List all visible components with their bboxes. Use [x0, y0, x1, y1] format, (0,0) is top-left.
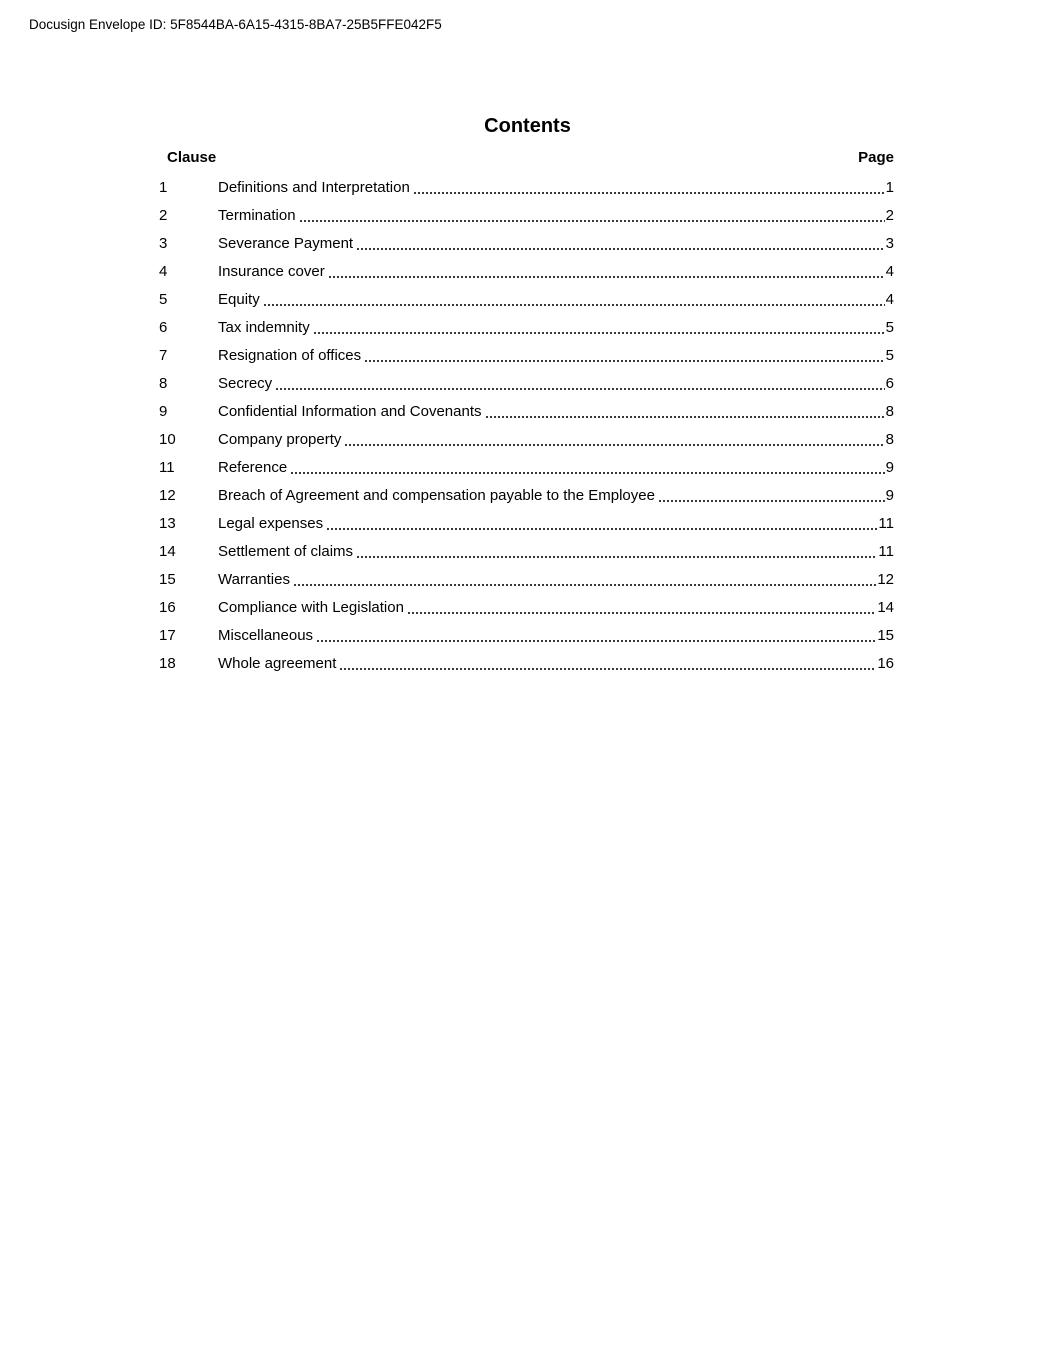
- clause-title: Definitions and Interpretation: [218, 178, 410, 196]
- toc-entry[interactable]: [159, 425, 894, 453]
- dot-leader: [485, 404, 885, 419]
- clause-number: 2: [159, 206, 168, 224]
- page-number: 4: [885, 262, 894, 280]
- clause-title: Termination: [218, 206, 296, 224]
- clause-number: 8: [159, 374, 168, 392]
- clause-title: Warranties: [218, 570, 290, 588]
- dot-leader: [407, 600, 876, 615]
- clause-title: Equity: [218, 290, 260, 308]
- page-number: 5: [885, 318, 894, 336]
- toc-entry[interactable]: [159, 313, 894, 341]
- page-number: 6: [885, 374, 894, 392]
- dot-leader: [313, 320, 885, 335]
- dot-leader: [299, 208, 885, 223]
- dot-leader: [316, 628, 876, 643]
- toc-entry[interactable]: [159, 481, 894, 509]
- envelope-id: Docusign Envelope ID: 5F8544BA-6A15-4315-8BA7-25B5FFE042F5: [29, 17, 442, 32]
- dot-leader: [344, 432, 884, 447]
- toc-entry[interactable]: [159, 453, 894, 481]
- clause-number: 17: [159, 626, 176, 644]
- table-of-contents: [159, 173, 894, 677]
- clause-title: Company property: [218, 430, 342, 448]
- toc-entry[interactable]: [159, 173, 894, 201]
- dot-leader: [364, 348, 885, 363]
- page-number: 9: [885, 486, 894, 504]
- clause-title: Tax indemnity: [218, 318, 310, 336]
- toc-entry[interactable]: [159, 397, 894, 425]
- clause-title: Reference: [218, 458, 288, 476]
- toc-entry[interactable]: [159, 201, 894, 229]
- toc-entry[interactable]: [159, 341, 894, 369]
- toc-entry[interactable]: [159, 537, 894, 565]
- clause-title: Confidential Information and Covenants: [218, 402, 482, 420]
- page-title: Contents: [484, 115, 571, 137]
- dot-leader: [658, 488, 885, 503]
- clause-number: 1: [159, 178, 168, 196]
- clause-column-header: Clause: [167, 149, 217, 166]
- clause-title: Insurance cover: [218, 262, 325, 280]
- clause-number: 7: [159, 346, 168, 364]
- toc-entry[interactable]: [159, 621, 894, 649]
- toc-entry[interactable]: [159, 369, 894, 397]
- dot-leader: [326, 516, 877, 531]
- page-number: 5: [885, 346, 894, 364]
- clause-number: 3: [159, 234, 168, 252]
- clause-title: Secrecy: [218, 374, 273, 392]
- toc-entry[interactable]: [159, 649, 894, 677]
- page-number: 8: [885, 402, 894, 420]
- dot-leader: [293, 572, 876, 587]
- page-column-header: Page: [858, 149, 894, 166]
- clause-title: Miscellaneous: [218, 626, 314, 644]
- clause-title: Breach of Agreement and compensation payable to the Employee: [218, 486, 655, 504]
- clause-number: 12: [159, 486, 176, 504]
- page-number: 14: [877, 598, 894, 616]
- page-number: 4: [885, 290, 894, 308]
- clause-number: 5: [159, 290, 168, 308]
- clause-number: 14: [159, 542, 176, 560]
- dot-leader: [290, 460, 884, 475]
- page-number: 15: [877, 626, 894, 644]
- toc-entry[interactable]: [159, 509, 894, 537]
- dot-leader: [339, 656, 876, 671]
- clause-number: 15: [159, 570, 176, 588]
- clause-title: Settlement of claims: [218, 542, 354, 560]
- toc-entry[interactable]: [159, 229, 894, 257]
- clause-number: 10: [159, 430, 176, 448]
- dot-leader: [356, 236, 885, 251]
- toc-entry[interactable]: [159, 285, 894, 313]
- page-number: 9: [885, 458, 894, 476]
- clause-title: Resignation of offices: [218, 346, 362, 364]
- toc-entry[interactable]: [159, 257, 894, 285]
- clause-number: 11: [159, 458, 175, 476]
- clause-number: 9: [159, 402, 168, 420]
- dot-leader: [275, 376, 884, 391]
- page-number: 11: [878, 542, 894, 560]
- page-number: 11: [878, 514, 894, 532]
- clause-title: Whole agreement: [218, 654, 337, 672]
- dot-leader: [356, 544, 877, 559]
- clause-number: 16: [159, 598, 176, 616]
- clause-number: 18: [159, 654, 176, 672]
- page-number: 16: [877, 654, 894, 672]
- clause-number: 4: [159, 262, 168, 280]
- page-number: 2: [885, 206, 894, 224]
- page-number: 1: [885, 178, 894, 196]
- page-number: 8: [885, 430, 894, 448]
- toc-entry[interactable]: [159, 565, 894, 593]
- page-number: 3: [885, 234, 894, 252]
- clause-number: 6: [159, 318, 168, 336]
- clause-title: Severance Payment: [218, 234, 354, 252]
- dot-leader: [263, 292, 885, 307]
- page-number: 12: [877, 570, 894, 588]
- dot-leader: [328, 264, 885, 279]
- clause-title: Legal expenses: [218, 514, 324, 532]
- dot-leader: [413, 180, 885, 195]
- clause-number: 13: [159, 514, 176, 532]
- toc-entry[interactable]: [159, 593, 894, 621]
- clause-title: Compliance with Legislation: [218, 598, 404, 616]
